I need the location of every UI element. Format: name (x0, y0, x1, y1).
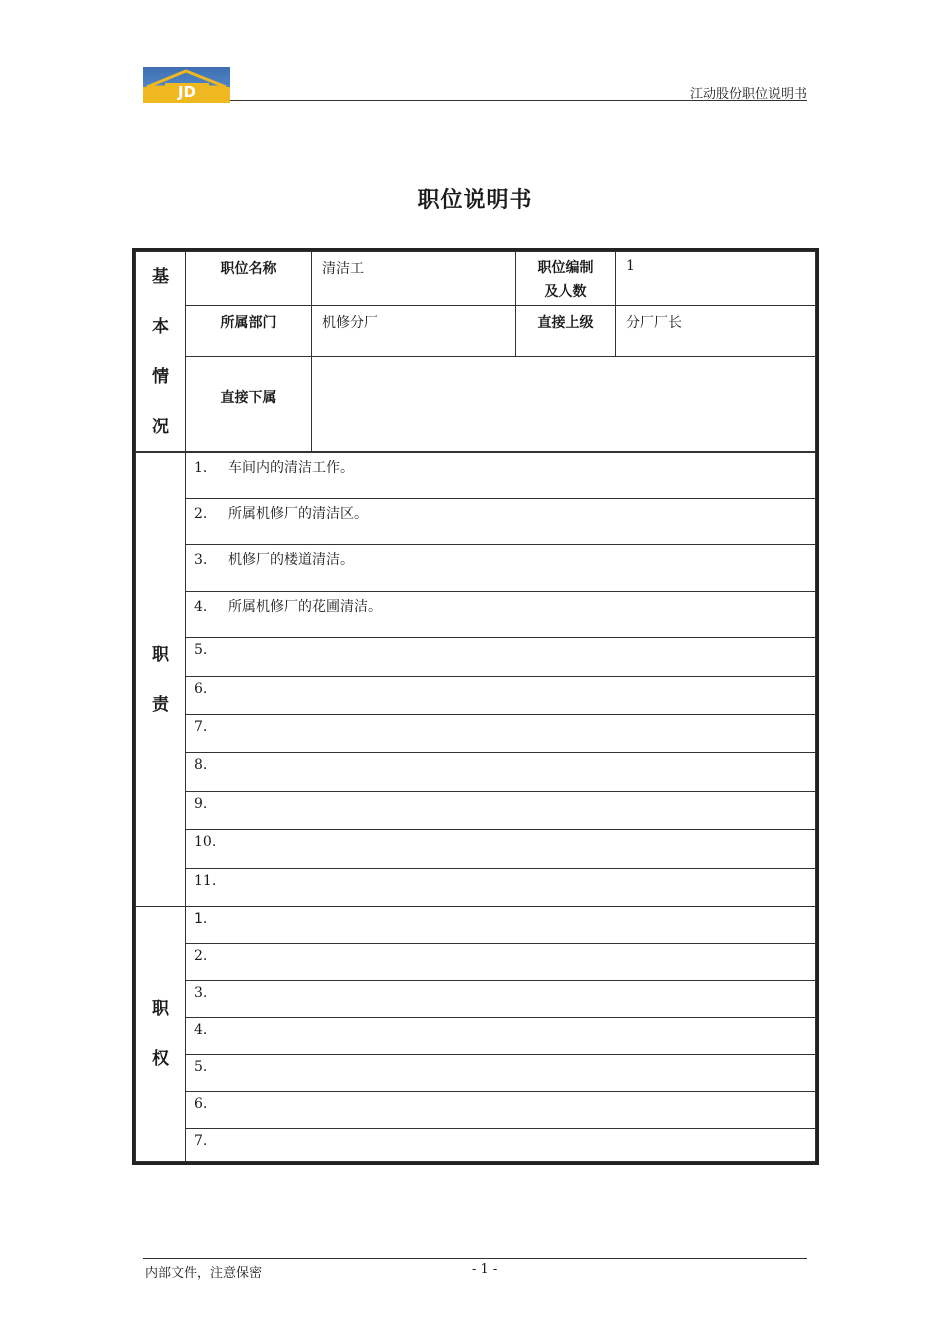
authority-char-2: 权 (152, 1049, 169, 1069)
duty-row-4 (185, 591, 816, 638)
authority-char-1: 职 (152, 999, 169, 1019)
headcount-label (515, 251, 616, 306)
logo-text: JD (177, 83, 197, 101)
header-divider (230, 100, 807, 101)
authority-row-1 (185, 906, 816, 944)
duty-number: 10. (194, 834, 217, 850)
basic-info-section-label (135, 251, 186, 452)
authority-number: 7. (194, 1133, 208, 1149)
duty-row-9 (185, 791, 816, 830)
duty-row-5 (185, 637, 816, 677)
basic-info-char-3: 情 (152, 366, 169, 387)
authority-section-label (135, 906, 186, 1162)
duty-row-7 (185, 714, 816, 753)
supervisor-label: 直接上级 (515, 305, 616, 357)
duty-number: 1. (194, 460, 208, 476)
authority-row-3 (185, 980, 816, 1018)
authority-row-2 (185, 943, 816, 981)
duty-number: 3. (194, 552, 208, 568)
authority-number: 3. (194, 985, 208, 1001)
duty-row-6 (185, 676, 816, 715)
duty-number: 9. (194, 796, 208, 812)
duty-row-10 (185, 829, 816, 869)
subordinate-value (311, 356, 816, 452)
duty-text: 机修厂的楼道清洁。 (228, 552, 354, 568)
authority-row-6 (185, 1091, 816, 1129)
duties-char-1: 职 (152, 644, 169, 665)
duty-row-8 (185, 752, 816, 792)
duty-row-1 (185, 452, 816, 499)
duty-row-11 (185, 868, 816, 907)
duty-number: 7. (194, 719, 208, 735)
duty-text: 车间内的清洁工作。 (228, 460, 354, 476)
duty-text: 所属机修厂的花圃清洁。 (228, 599, 382, 615)
duty-number: 4. (194, 599, 208, 615)
company-logo (143, 67, 230, 103)
duty-text: 所属机修厂的清洁区。 (228, 506, 368, 522)
duty-number: 5. (194, 642, 208, 658)
duties-char-2: 责 (152, 694, 169, 715)
footer-divider (143, 1258, 807, 1259)
duty-number: 8. (194, 757, 208, 773)
page-title: 职位说明书 (417, 188, 533, 213)
footer-confidential: 内部文件，注意保密 (145, 1266, 263, 1281)
header-title: 江动股份职位说明书 (689, 87, 807, 102)
headcount-label-line-2: 及人数 (544, 284, 587, 300)
duty-number: 2. (194, 506, 208, 522)
headcount-value: 1 (615, 251, 816, 306)
basic-info-char-2: 本 (152, 316, 169, 337)
page-number: - 1 - (472, 1262, 498, 1277)
subordinate-label: 直接下属 (185, 356, 312, 452)
authority-row-4 (185, 1017, 816, 1055)
department-label: 所属部门 (185, 305, 312, 357)
duties-section-label (135, 452, 186, 907)
duty-row-2 (185, 498, 816, 545)
headcount-label-line-1: 职位编制 (537, 260, 594, 276)
authority-row-7 (185, 1128, 816, 1162)
duty-number: 11. (194, 873, 217, 889)
authority-number: 4. (194, 1022, 208, 1038)
position-name-value: 清洁工 (311, 251, 516, 306)
authority-number: 5. (194, 1059, 208, 1075)
basic-info-char-1: 基 (152, 266, 169, 287)
basic-info-char-4: 况 (152, 416, 169, 437)
authority-number: 1. (194, 911, 208, 927)
authority-number: 6. (194, 1096, 208, 1112)
supervisor-value: 分厂厂长 (615, 305, 816, 357)
authority-row-5 (185, 1054, 816, 1092)
department-value: 机修分厂 (311, 305, 516, 357)
position-name-label: 职位名称 (185, 251, 312, 306)
duty-row-3 (185, 544, 816, 592)
authority-number: 2. (194, 948, 208, 964)
duty-number: 6. (194, 681, 208, 697)
